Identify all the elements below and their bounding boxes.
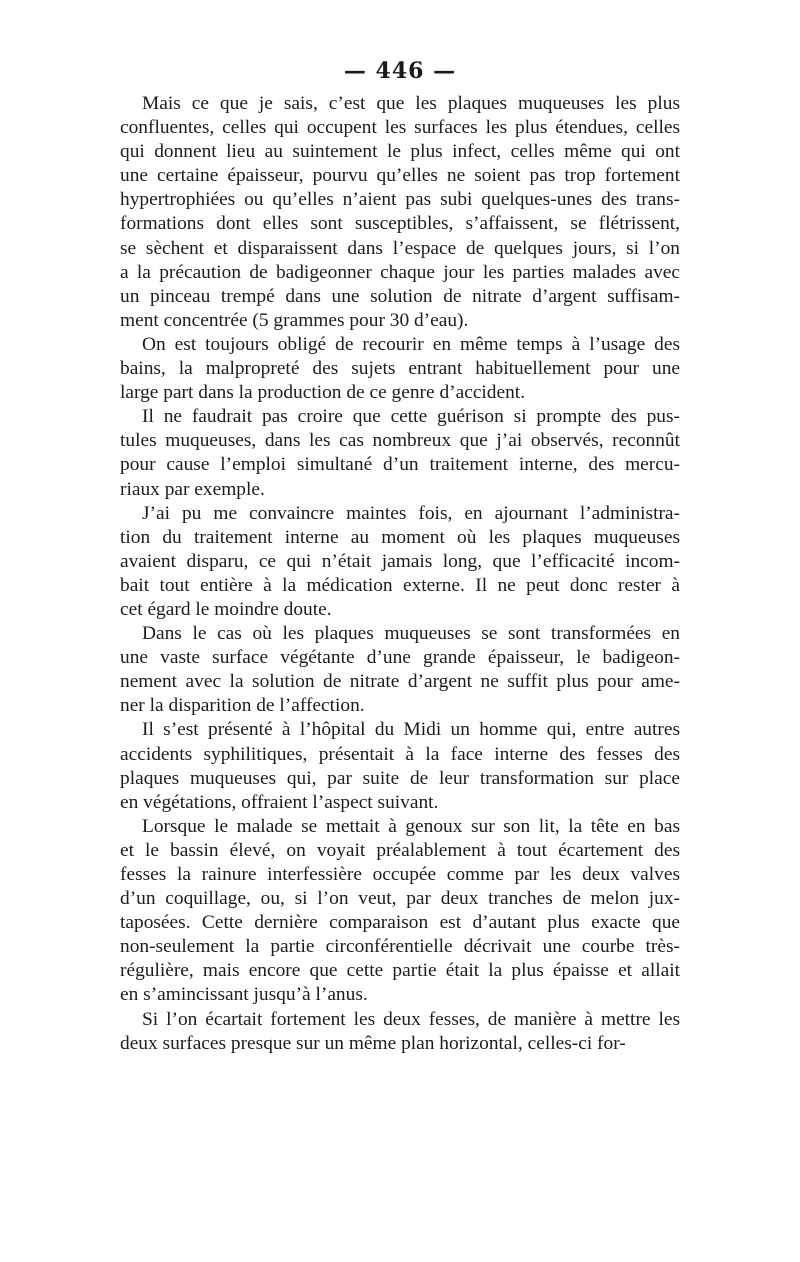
paragraph (120, 502, 680, 622)
text-line: tion du traitement interne au moment où les plaques muqueuses (120, 526, 680, 548)
text-line: en végétations, offraient l’aspect suivant. (120, 791, 439, 813)
text-line: J’ai pu me convaincre maintes fois, en ajournant l’administra- (142, 502, 680, 524)
text-line: une certaine épaisseur, pourvu qu’elles ne soient pas trop fortement (120, 165, 680, 187)
text-line: formations dont elles sont susceptibles, s’affaissent, se flétrissent, (120, 213, 680, 235)
text-line: large part dans la production de ce genre d’accident. (120, 382, 526, 404)
text-line: a la précaution de badigeonner chaque jour les parties malades avec (120, 261, 680, 283)
text-line: tules muqueuses, dans les cas nombreux que j’ai observés, reconnût (120, 430, 680, 452)
text-line: riaux par exemple. (120, 478, 265, 500)
text-line: une vaste surface végétante d’une grande épaisseur, le badigeon- (120, 647, 680, 669)
paragraph (120, 622, 680, 718)
text-line: Si l’on écartait fortement les deux fesses, de manière à mettre les (142, 1008, 680, 1030)
text-line: ner la disparition de l’affection. (120, 695, 365, 717)
paragraph (120, 405, 680, 501)
text-line: accidents syphilitiques, présentait à la face interne des fesses des (120, 743, 680, 765)
text-line: hypertrophiées ou qu’elles n’aient pas subi quelques-unes des trans- (120, 189, 680, 211)
paragraph (120, 815, 680, 1008)
text-line: d’un coquillage, ou, si l’on veut, par deux tranches de melon jux- (120, 888, 680, 910)
text-line: deux surfaces presque sur un même plan horizontal, celles-ci for- (120, 1032, 626, 1054)
page-number: — 446 — (343, 58, 457, 84)
text-line: avaient disparu, ce qui n’était jamais long, que l’efficacité incom- (120, 550, 680, 572)
text-line: se sèchent et disparaissent dans l’espace de quelques jours, si l’on (120, 237, 680, 259)
text-line: Il ne faudrait pas croire que cette guérison si prompte des pus- (142, 406, 680, 428)
text-line: qui donnent lieu au suintement le plus infect, celles même qui ont (120, 141, 680, 163)
text-line: et le bassin élevé, on voyait préalablement à tout écartement des (120, 839, 680, 861)
text-line: On est toujours obligé de recourir en même temps à l’usage des (142, 333, 680, 355)
text-line: fesses la rainure interfessière occupée comme par les deux valves (120, 864, 680, 885)
text-line: pour cause l’emploi simultané d’un traitement interne, des mercu- (120, 454, 680, 476)
paragraph (120, 92, 680, 333)
paragraph (120, 333, 680, 405)
text-line: bains, la malpropreté des sujets entrant habituellement pour une (120, 358, 680, 380)
text-line: cet égard le moindre doute. (120, 598, 332, 620)
text-line: Il s’est présenté à l’hôpital du Midi un homme qui, entre autres (142, 719, 680, 741)
text-line: bait tout entière à la médication externe. Il ne peut donc rester à (120, 574, 680, 596)
text-line: Mais ce que je sais, c’est que les plaques muqueuses les plus (142, 93, 680, 114)
paragraph (120, 718, 680, 814)
text-line: confluentes, celles qui occupent les surfaces les plus étendues, celles (120, 117, 680, 139)
text-line: Lorsque le malade se mettait à genoux sur son lit, la tête en bas (142, 815, 680, 837)
text-line: nement avec la solution de nitrate d’argent ne suffit plus pour ame- (120, 671, 680, 693)
text-line: plaques muqueuses qui, par suite de leur transformation sur place (120, 767, 680, 789)
text-line: régulière, mais encore que cette partie était la plus épaisse et allait (120, 960, 680, 982)
text-line: ment concentrée (5 grammes pour 30 d’eau). (120, 309, 469, 331)
body-text (120, 92, 680, 1056)
text-line: Dans le cas où les plaques muqueuses se sont transformées en (142, 623, 680, 645)
paragraph (120, 1008, 680, 1056)
text-line: taposées. Cette dernière comparaison est d’autant plus exacte que (120, 912, 680, 934)
text-line: en s’amincissant jusqu’à l’anus. (120, 984, 368, 1006)
text-line: non-seulement la partie circonférentielle décrivait une courbe très- (120, 936, 680, 958)
text-line: un pinceau trempé dans une solution de nitrate d’argent suffisam- (120, 285, 680, 307)
